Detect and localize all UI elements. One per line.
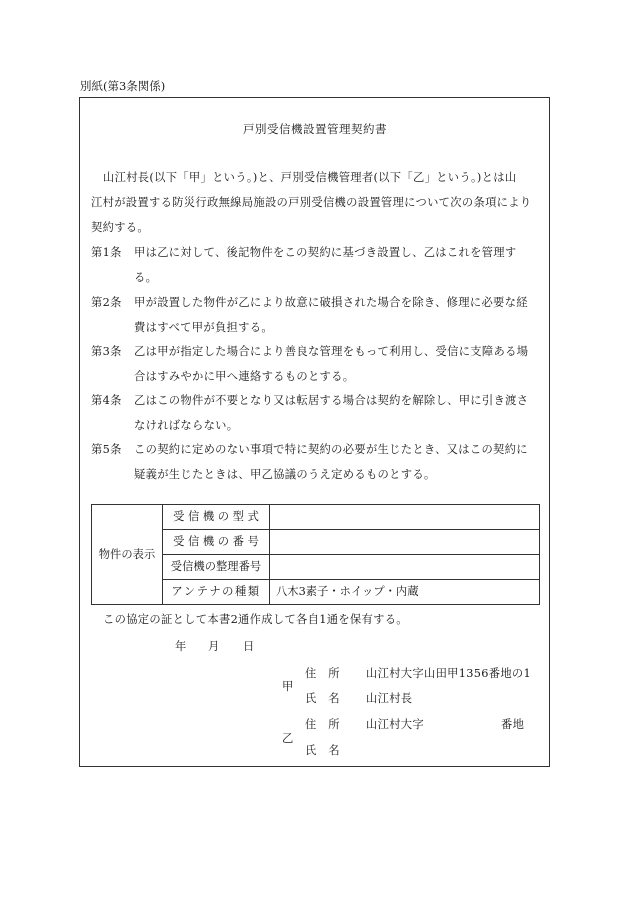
article-5-line-1: この契約に定めのない事項で特に契約の必要が生じたとき、又はこの契約に (134, 443, 528, 456)
date-year: 年 (175, 640, 187, 653)
article-2-line-1: 甲が設置した物件が乙により故意に破損された場合を除き、修理に必要な経 (134, 296, 528, 309)
article-3-line-2: 合はすみやかに甲へ連絡するものとする。 (134, 370, 355, 383)
article-4-line-1: 乙はこの物件が不要となり又は転居する場合は契約を解除し、甲に引き渡さ (134, 394, 529, 407)
party-ko-name: 山江村長 (366, 692, 413, 705)
article-2-line-2: 費はすべて甲が負担する。 (134, 321, 273, 334)
preamble-line-1: 山江村長(以下「甲」という。)と、戸別受信機管理者(以下「乙」という。)とは山 (103, 171, 517, 184)
date-day: 日 (243, 640, 255, 653)
party-otsu-address-label: 住 所 (305, 718, 340, 731)
article-4-number: 第4条 (91, 394, 122, 407)
article-4-line-2: なければならない。 (134, 419, 239, 432)
article-3-number: 第3条 (91, 345, 122, 358)
property-group-label: 物件の表示 (98, 548, 156, 561)
party-ko-name-label: 氏 名 (305, 692, 340, 705)
article-1-line-2: る。 (134, 271, 158, 284)
date-month: 月 (208, 640, 220, 653)
row-label-antenna: アンテナの種類 (171, 585, 261, 598)
closing-statement: この協定の証として本書2通作成して各自1通を保有する。 (103, 613, 408, 626)
article-1-line-1: 甲は乙に対して、後記物件をこの契約に基づき設置し、乙はこれを管理す (134, 246, 517, 259)
article-2-number: 第2条 (91, 296, 122, 309)
party-ko-address-label: 住 所 (305, 667, 340, 680)
article-5-number: 第5条 (91, 443, 122, 456)
party-otsu-address: 山江村大字 (366, 718, 424, 731)
document-title: 戸別受信機設置管理契約書 (243, 122, 387, 136)
party-otsu-mark: 乙 (282, 732, 294, 745)
article-1-number: 第1条 (91, 246, 122, 259)
preamble-line-3: 契約する。 (91, 221, 149, 234)
preamble-line-2: 江村が設置する防災行政無線局施設の戸別受信機の設置管理について次の条項により (91, 196, 532, 209)
article-3-line-1: 乙は甲が指定した場合により善良な管理をもって利用し、受信に支障ある場 (134, 345, 529, 358)
row-label-serial: 受 信 機 の 番 号 (173, 535, 259, 548)
party-ko-mark: 甲 (282, 680, 294, 693)
annex-label: 別紙(第3条関係) (80, 79, 166, 93)
party-ko-address: 山江村大字山田甲1356番地の1 (366, 667, 532, 680)
row-label-control-number: 受信機の整理番号 (170, 560, 262, 573)
article-5-line-2: 疑義が生じたときは、甲乙協議のうえ定めるものとする。 (134, 468, 436, 481)
row-value-antenna[interactable]: 八木3素子・ホイップ・内蔵 (276, 585, 419, 598)
row-label-model: 受 信 機 の 型 式 (173, 510, 259, 523)
party-otsu-name-label: 氏 名 (305, 744, 340, 757)
party-otsu-address-suffix: 番地 (501, 718, 525, 731)
